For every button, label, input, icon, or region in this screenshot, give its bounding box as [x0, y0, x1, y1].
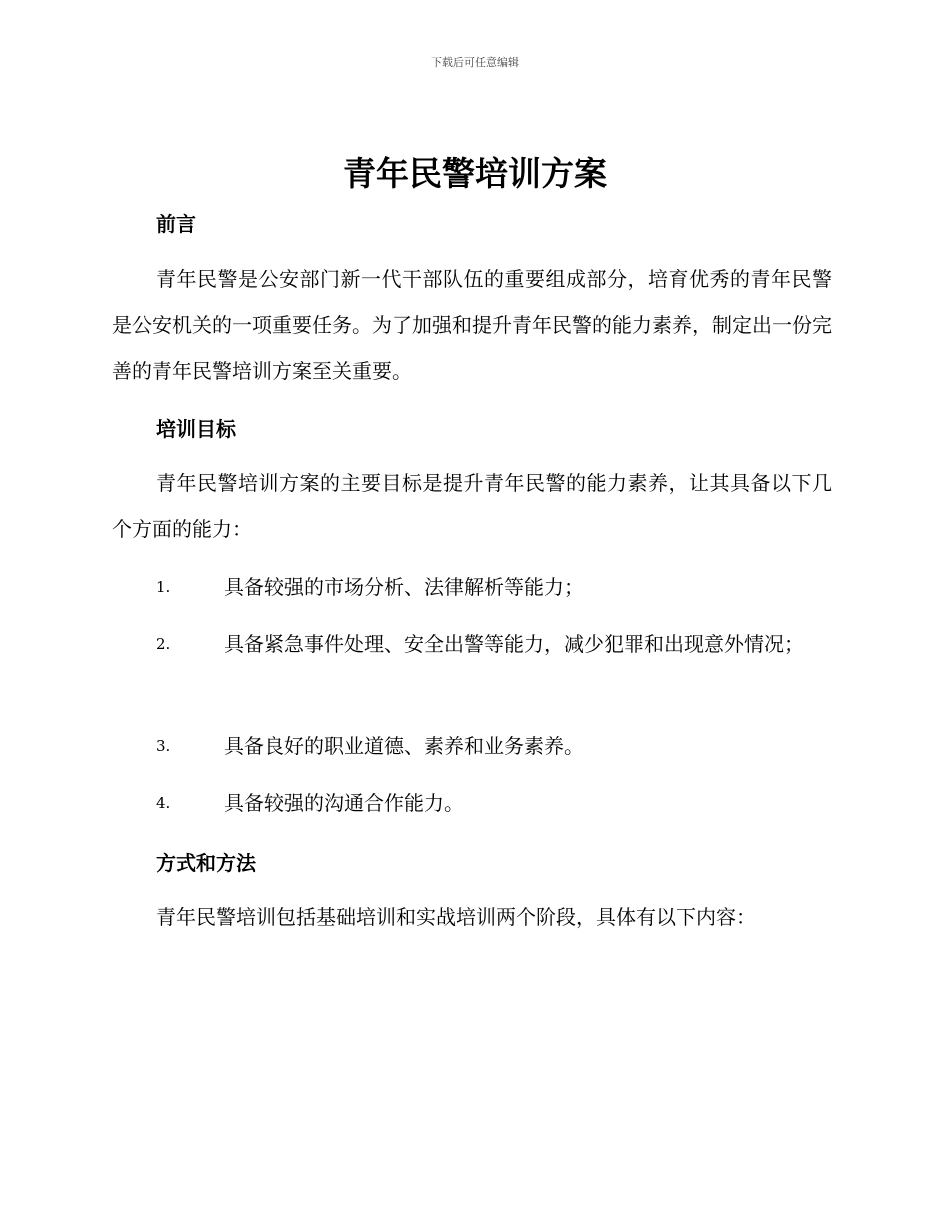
goal-item-text: 具备较强的沟通合作能力。: [224, 791, 464, 815]
goal-item-text: 具备紧急事件处理、安全出警等能力，减少犯罪和出现意外情况；: [224, 632, 804, 656]
goal-item-1: [112, 564, 832, 610]
goal-item-text: 具备较强的市场分析、法律解析等能力；: [224, 575, 584, 599]
methods-heading: 方式和方法: [156, 851, 256, 875]
goal-item-number: 2.: [156, 635, 171, 653]
goal-item-3: [112, 723, 832, 769]
preface-heading: 前言: [156, 212, 196, 236]
goals-heading: 培训目标: [156, 417, 236, 441]
methods-paragraph: 青年民警培训包括基础培训和实战培训两个阶段，具体有以下内容：: [156, 905, 756, 929]
goals-paragraph: 青年民警培训方案的主要目标是提升青年民警的能力素养，让其具备以下几个方面的能力：: [112, 471, 832, 541]
goal-item-number: 1.: [156, 578, 171, 596]
preface-paragraph: 青年民警是公安部门新一代干部队伍的重要组成部分，培育优秀的青年民警是公安机关的一项重要任务。为了加强和提升青年民警的能力素养，制定出一份完善的青年民警培训方案至关重要。: [112, 267, 832, 383]
goal-item-number: 3.: [156, 737, 171, 755]
goal-item-2: [112, 621, 832, 667]
goal-item-text: 具备良好的职业道德、素养和业务素养。: [224, 734, 584, 758]
document-title: 青年民警培训方案: [343, 154, 607, 193]
goal-item-number: 4.: [156, 794, 171, 812]
header-note: 下载后可任意编辑: [431, 56, 519, 69]
goal-item-4: [112, 780, 832, 826]
